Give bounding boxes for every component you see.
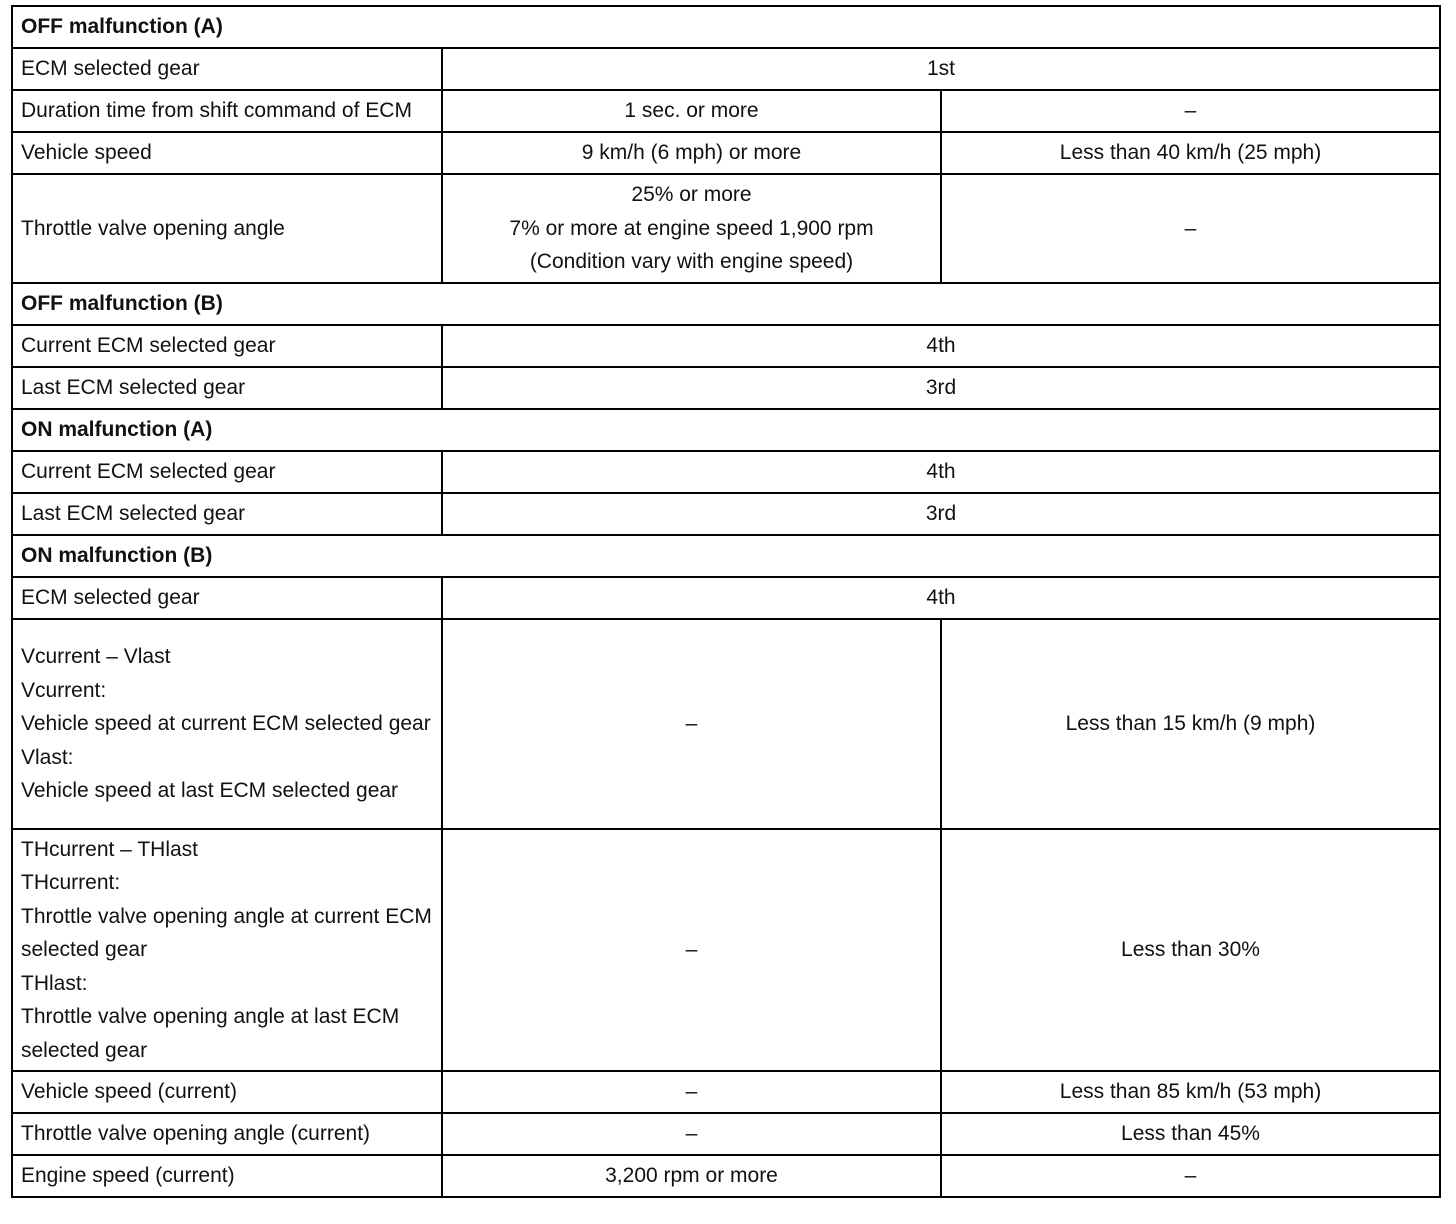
row-value: 1 sec. or more bbox=[442, 90, 941, 132]
label-line: Vcurrent – Vlast bbox=[21, 645, 171, 669]
label-line: THcurrent: bbox=[21, 871, 121, 895]
row-label: Throttle valve opening angle bbox=[12, 174, 442, 283]
row-label: Last ECM selected gear bbox=[12, 367, 442, 409]
label-line: Vehicle speed at current ECM selected gear bbox=[21, 712, 431, 736]
row-value: 1st bbox=[442, 48, 1440, 90]
label-line: Vehicle speed at last ECM selected gear bbox=[21, 779, 399, 803]
row-label: ECM selected gear bbox=[12, 577, 442, 619]
table-row bbox=[12, 577, 1440, 619]
label-line: Throttle valve opening angle at last ECM selected gear bbox=[21, 1005, 400, 1062]
row-value: Less than 15 km/h (9 mph) bbox=[941, 619, 1440, 829]
section-title-off-a: OFF malfunction (A) bbox=[12, 6, 1440, 48]
label-line: THlast: bbox=[21, 971, 88, 995]
table-row bbox=[12, 132, 1440, 174]
section-title-on-b: ON malfunction (B) bbox=[12, 535, 1440, 577]
value-line: 7% or more at engine speed 1,900 rpm bbox=[509, 216, 874, 240]
section-header-row bbox=[12, 6, 1440, 48]
row-label: Duration time from shift command of ECM bbox=[12, 90, 442, 132]
section-header-row bbox=[12, 409, 1440, 451]
row-value: 4th bbox=[442, 451, 1440, 493]
table-row bbox=[12, 619, 1440, 829]
row-value bbox=[442, 174, 941, 283]
row-label: Throttle valve opening angle (current) bbox=[12, 1113, 442, 1155]
label-line: Vlast: bbox=[21, 745, 74, 769]
row-value: – bbox=[442, 619, 941, 829]
row-value: – bbox=[442, 1113, 941, 1155]
label-line: Vcurrent: bbox=[21, 678, 107, 702]
table-row bbox=[12, 90, 1440, 132]
table-row bbox=[12, 1155, 1440, 1197]
row-value: – bbox=[442, 829, 941, 1071]
row-label: Vehicle speed bbox=[12, 132, 442, 174]
row-value: Less than 85 km/h (53 mph) bbox=[941, 1071, 1440, 1113]
row-label: Current ECM selected gear bbox=[12, 325, 442, 367]
table-row bbox=[12, 367, 1440, 409]
table-row bbox=[12, 1071, 1440, 1113]
section-title-off-b: OFF malfunction (B) bbox=[12, 283, 1440, 325]
row-label bbox=[12, 619, 442, 829]
row-value: 4th bbox=[442, 325, 1440, 367]
table-row bbox=[12, 451, 1440, 493]
row-value: 3rd bbox=[442, 493, 1440, 535]
row-value: Less than 30% bbox=[941, 829, 1440, 1071]
row-label: Last ECM selected gear bbox=[12, 493, 442, 535]
section-header-row bbox=[12, 535, 1440, 577]
table-row bbox=[12, 493, 1440, 535]
table-row bbox=[12, 1113, 1440, 1155]
row-value: – bbox=[941, 174, 1440, 283]
row-label bbox=[12, 829, 442, 1071]
row-value: – bbox=[941, 90, 1440, 132]
row-value: Less than 40 km/h (25 mph) bbox=[941, 132, 1440, 174]
row-label: Vehicle speed (current) bbox=[12, 1071, 442, 1113]
value-line: 25% or more bbox=[631, 183, 752, 207]
table-row bbox=[12, 174, 1440, 283]
row-label: Current ECM selected gear bbox=[12, 451, 442, 493]
row-value: – bbox=[442, 1071, 941, 1113]
row-value: Less than 45% bbox=[941, 1113, 1440, 1155]
row-value: 4th bbox=[442, 577, 1440, 619]
value-line: (Condition vary with engine speed) bbox=[529, 250, 854, 274]
row-value: 3,200 rpm or more bbox=[442, 1155, 941, 1197]
row-value: – bbox=[941, 1155, 1440, 1197]
label-line: Throttle valve opening angle at current ECM selected gear bbox=[21, 904, 432, 962]
row-label: ECM selected gear bbox=[12, 48, 442, 90]
section-header-row bbox=[12, 283, 1440, 325]
section-title-on-a: ON malfunction (A) bbox=[12, 409, 1440, 451]
row-label: Engine speed (current) bbox=[12, 1155, 442, 1197]
malfunction-conditions-table bbox=[11, 5, 1441, 1198]
table-row bbox=[12, 48, 1440, 90]
table-row bbox=[12, 829, 1440, 1071]
row-value: 9 km/h (6 mph) or more bbox=[442, 132, 941, 174]
row-value: 3rd bbox=[442, 367, 1440, 409]
table-row bbox=[12, 325, 1440, 367]
label-line: THcurrent – THlast bbox=[21, 837, 198, 861]
